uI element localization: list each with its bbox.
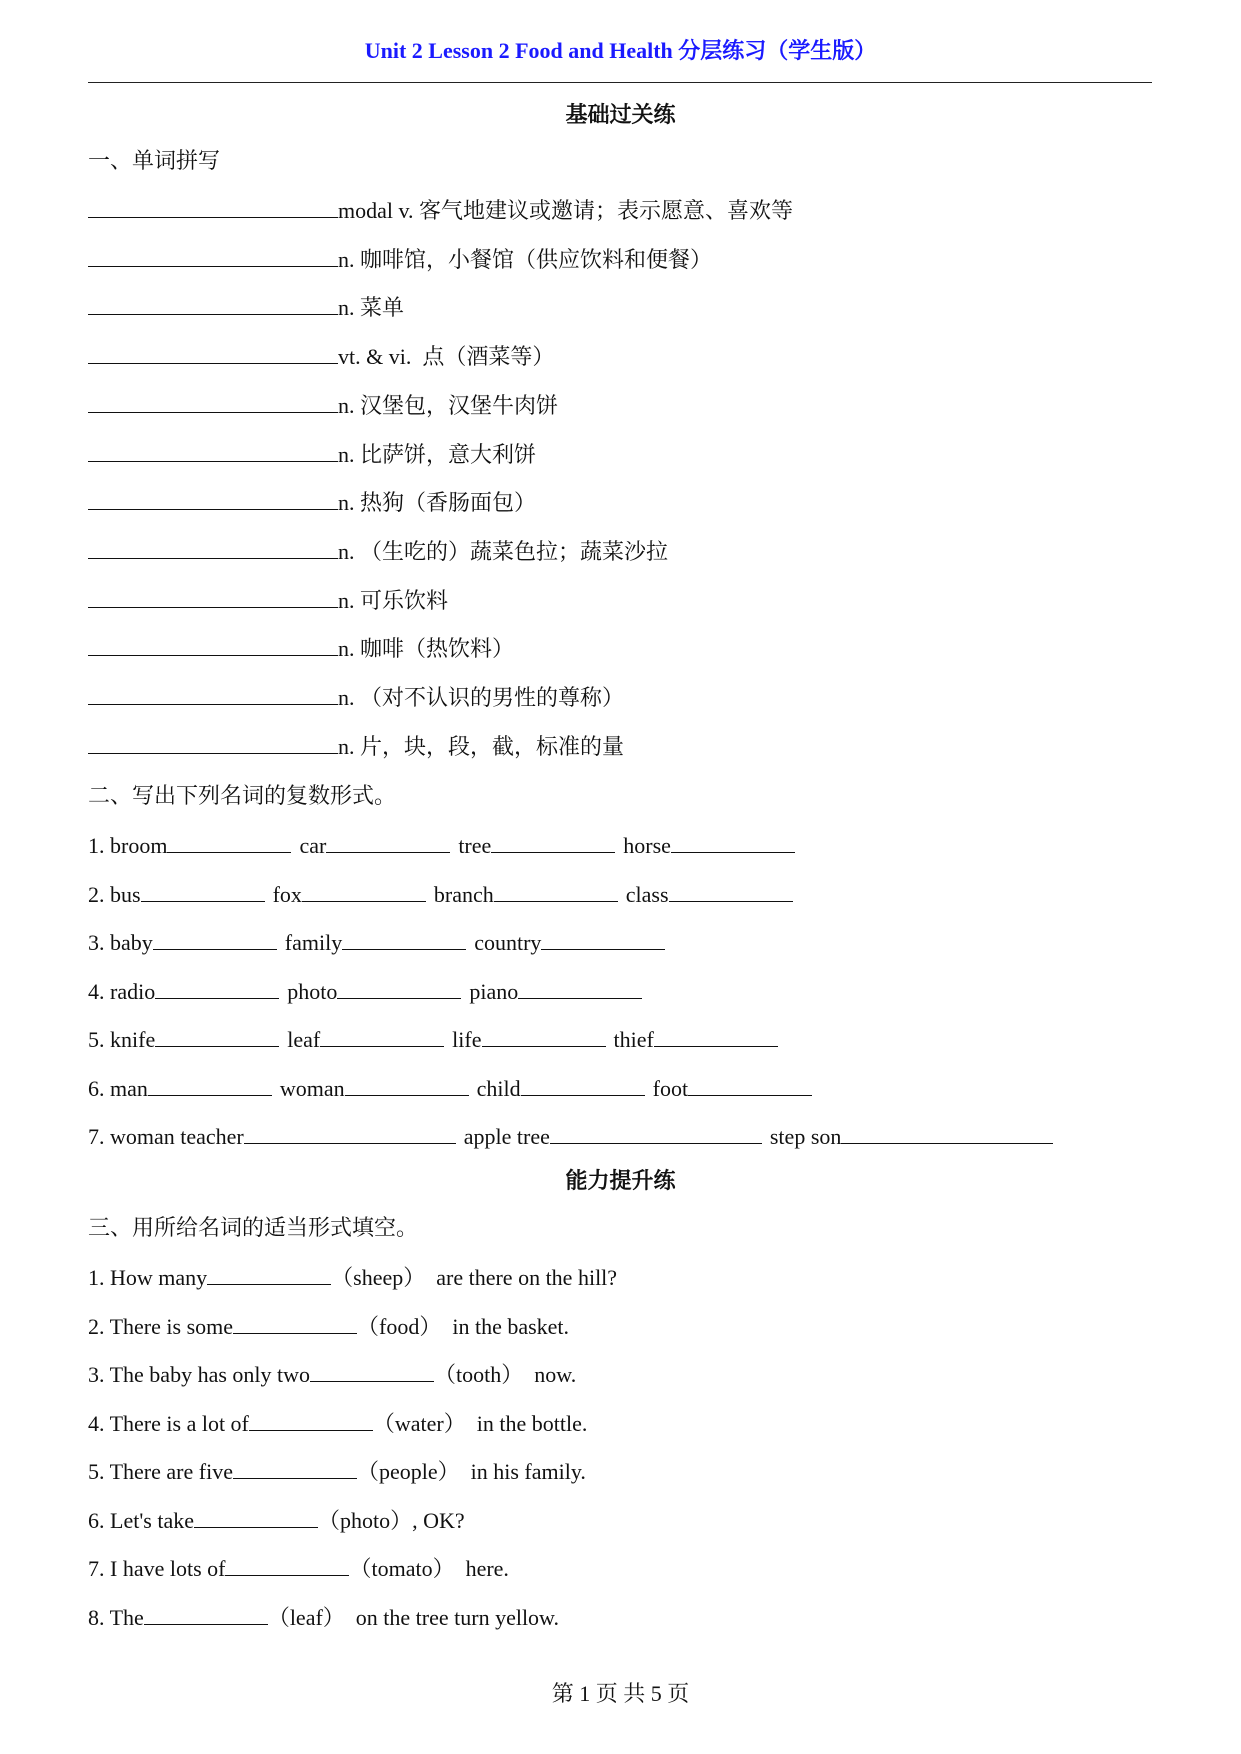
answer-blank[interactable]	[88, 585, 338, 608]
sentence-start: 5. There are five	[88, 1459, 233, 1484]
plural-blank[interactable]	[141, 879, 265, 902]
plural-blank[interactable]	[155, 1024, 279, 1047]
plural-row	[88, 976, 642, 1007]
noun-word: apple tree	[463, 1124, 550, 1149]
noun-word: country	[474, 930, 542, 955]
spelling-item	[88, 439, 536, 470]
plural-blank[interactable]	[654, 1024, 778, 1047]
plural-blank[interactable]	[518, 976, 642, 999]
document-header-title: Unit 2 Lesson 2 Food and Health 分层练习（学生版）	[364, 38, 877, 63]
noun-word: broom	[110, 833, 168, 858]
item-number: 6.	[88, 1075, 110, 1101]
fill-item	[88, 1553, 509, 1584]
fill-item	[88, 1408, 587, 1439]
fill-item	[88, 1359, 576, 1390]
answer-blank[interactable]	[88, 195, 338, 218]
noun-word: woman teacher	[110, 1124, 244, 1149]
item-number: 2.	[88, 881, 110, 907]
definition-text: n. 片，块，段，截，标准的量	[338, 733, 625, 759]
spelling-item	[88, 633, 514, 664]
noun-word: step son	[769, 1124, 842, 1149]
sentence-start: 8. The	[88, 1604, 144, 1630]
sentence-start: 4. There is a lot of	[88, 1410, 249, 1436]
plural-blank[interactable]	[302, 879, 426, 902]
answer-blank[interactable]	[88, 439, 338, 462]
noun-word: radio	[110, 978, 156, 1004]
item-number: 4.	[88, 978, 110, 1004]
definition-text: vt. & vi. 点（酒菜等）	[338, 344, 555, 370]
definition-text: n. 可乐饮料	[338, 587, 449, 613]
page-footer: 第 1 页 共 5 页	[551, 1681, 690, 1706]
noun-word: woman	[279, 1075, 345, 1101]
sentence-start: 2. There is some	[88, 1313, 234, 1339]
answer-blank[interactable]	[88, 536, 338, 559]
answer-blank[interactable]	[88, 682, 338, 705]
spelling-item	[88, 195, 793, 226]
noun-word: family	[284, 930, 343, 955]
plural-row	[88, 927, 665, 958]
definition-text: n. 咖啡（热饮料）	[338, 636, 515, 662]
plural-row	[88, 1073, 812, 1104]
sentence-end: , OK?	[412, 1507, 465, 1533]
plural-blank[interactable]	[541, 927, 665, 950]
plural-blank[interactable]	[491, 830, 615, 853]
item-number: 1.	[88, 833, 110, 858]
definition-text: modal v. 客气地建议或邀请；表示愿意、喜欢等	[338, 198, 794, 223]
noun-word: piano	[469, 978, 519, 1004]
noun-word: leaf	[287, 1027, 321, 1052]
definition-text: n. 比萨饼，意大利饼	[338, 441, 537, 467]
plural-blank[interactable]	[841, 1121, 1053, 1144]
noun-word: knife	[110, 1027, 156, 1052]
noun-word: child	[476, 1075, 521, 1101]
hint-word: （food）	[357, 1313, 442, 1339]
sentence-start: 3. The baby has only two	[88, 1362, 311, 1387]
plural-blank[interactable]	[244, 1121, 456, 1144]
spelling-item	[88, 487, 536, 518]
noun-word: class	[625, 881, 669, 907]
hint-word: （photo）	[317, 1507, 413, 1533]
plural-blank[interactable]	[155, 976, 279, 999]
answer-blank[interactable]	[88, 292, 338, 315]
sentence-start: 7. I have lots of	[88, 1556, 226, 1581]
plural-blank[interactable]	[688, 1073, 812, 1096]
spelling-item	[88, 536, 668, 567]
fill-item	[88, 1262, 617, 1293]
fill-blank[interactable]	[233, 1311, 357, 1334]
noun-word: photo	[287, 978, 338, 1004]
spelling-item	[88, 390, 558, 421]
fill-blank[interactable]	[144, 1602, 268, 1625]
hint-word: （water）	[372, 1410, 466, 1436]
answer-blank[interactable]	[88, 244, 338, 267]
plural-blank[interactable]	[342, 927, 466, 950]
answer-blank[interactable]	[88, 731, 338, 754]
sentence-end: here.	[454, 1556, 509, 1581]
noun-word: man	[110, 1075, 148, 1101]
item-number: 7.	[88, 1124, 110, 1149]
plural-blank[interactable]	[153, 927, 277, 950]
fill-item	[88, 1456, 586, 1487]
plural-blank[interactable]	[148, 1073, 272, 1096]
definition-text: n. 咖啡馆，小餐馆（供应饮料和便餐）	[338, 246, 713, 272]
hint-word: （sheep）	[331, 1265, 426, 1290]
answer-blank[interactable]	[88, 487, 338, 510]
sentence-end: now.	[523, 1362, 577, 1387]
noun-word: life	[452, 1027, 482, 1052]
sentence-start: 1. How many	[88, 1265, 208, 1290]
definition-text: n. 汉堡包，汉堡牛肉饼	[338, 392, 559, 418]
answer-blank[interactable]	[88, 390, 338, 413]
sentence-end: in the basket.	[441, 1313, 570, 1339]
spelling-item	[88, 682, 624, 713]
plural-blank[interactable]	[550, 1121, 762, 1144]
item-number: 5.	[88, 1027, 110, 1052]
hint-word: （tomato）	[349, 1556, 455, 1581]
noun-word: baby	[110, 930, 153, 955]
fill-item	[88, 1505, 465, 1536]
hint-word: （tooth）	[434, 1362, 524, 1387]
sentence-end: in his family.	[459, 1459, 586, 1484]
spelling-item	[88, 292, 404, 323]
plural-blank[interactable]	[494, 879, 618, 902]
plural-row	[88, 830, 795, 861]
plural-blank[interactable]	[671, 830, 795, 853]
answer-blank[interactable]	[88, 633, 338, 656]
plural-blank[interactable]	[669, 879, 793, 902]
spelling-item	[88, 731, 624, 762]
plural-blank[interactable]	[345, 1073, 469, 1096]
noun-word: branch	[433, 881, 494, 907]
fill-blank[interactable]	[225, 1553, 349, 1576]
noun-word: fox	[272, 881, 302, 907]
fill-item	[88, 1311, 569, 1342]
item-number: 3.	[88, 930, 110, 955]
part1-heading: 一、单词拼写	[88, 148, 221, 173]
plural-blank[interactable]	[337, 976, 461, 999]
spelling-item	[88, 244, 712, 275]
spelling-item	[88, 341, 554, 372]
fill-blank[interactable]	[310, 1359, 434, 1382]
noun-word: car	[299, 833, 327, 858]
part3-heading: 三、用所给名词的适当形式填空。	[88, 1215, 419, 1240]
fill-blank[interactable]	[194, 1505, 318, 1528]
plural-blank[interactable]	[521, 1073, 645, 1096]
definition-text: n. （对不认识的男性的尊称）	[338, 685, 625, 710]
sentence-end: are there on the hill?	[425, 1265, 618, 1290]
definition-text: n. 热狗（香肠面包）	[338, 490, 537, 516]
sentence-start: 6. Let's take	[88, 1507, 194, 1533]
noun-word: tree	[458, 833, 492, 858]
section-title-advanced: 能力提升练	[565, 1168, 676, 1193]
fill-blank[interactable]	[207, 1262, 331, 1285]
plural-blank[interactable]	[320, 1024, 444, 1047]
spelling-item	[88, 585, 448, 616]
plural-blank[interactable]	[326, 830, 450, 853]
noun-word: foot	[652, 1075, 689, 1101]
plural-row	[88, 1024, 778, 1055]
noun-word: horse	[623, 833, 671, 858]
plural-blank[interactable]	[167, 830, 291, 853]
fill-item	[88, 1602, 559, 1633]
answer-blank[interactable]	[88, 341, 338, 364]
fill-blank[interactable]	[233, 1456, 357, 1479]
sentence-end: on the tree turn yellow.	[344, 1604, 560, 1630]
plural-row	[88, 1121, 1053, 1152]
header-divider	[88, 82, 1152, 83]
noun-word: thief	[613, 1027, 654, 1052]
definition-text: n. （生吃的）蔬菜色拉；蔬菜沙拉	[338, 538, 669, 564]
plural-blank[interactable]	[482, 1024, 606, 1047]
fill-blank[interactable]	[249, 1408, 373, 1431]
noun-word: bus	[110, 881, 141, 907]
definition-text: n. 菜单	[338, 295, 405, 321]
sentence-end: in the bottle.	[465, 1410, 588, 1436]
section-title-basic: 基础过关练	[565, 102, 676, 127]
hint-word: （leaf）	[267, 1604, 345, 1630]
hint-word: （people）	[356, 1459, 460, 1484]
part2-heading: 二、写出下列名词的复数形式。	[88, 783, 397, 808]
plural-row	[88, 879, 793, 910]
